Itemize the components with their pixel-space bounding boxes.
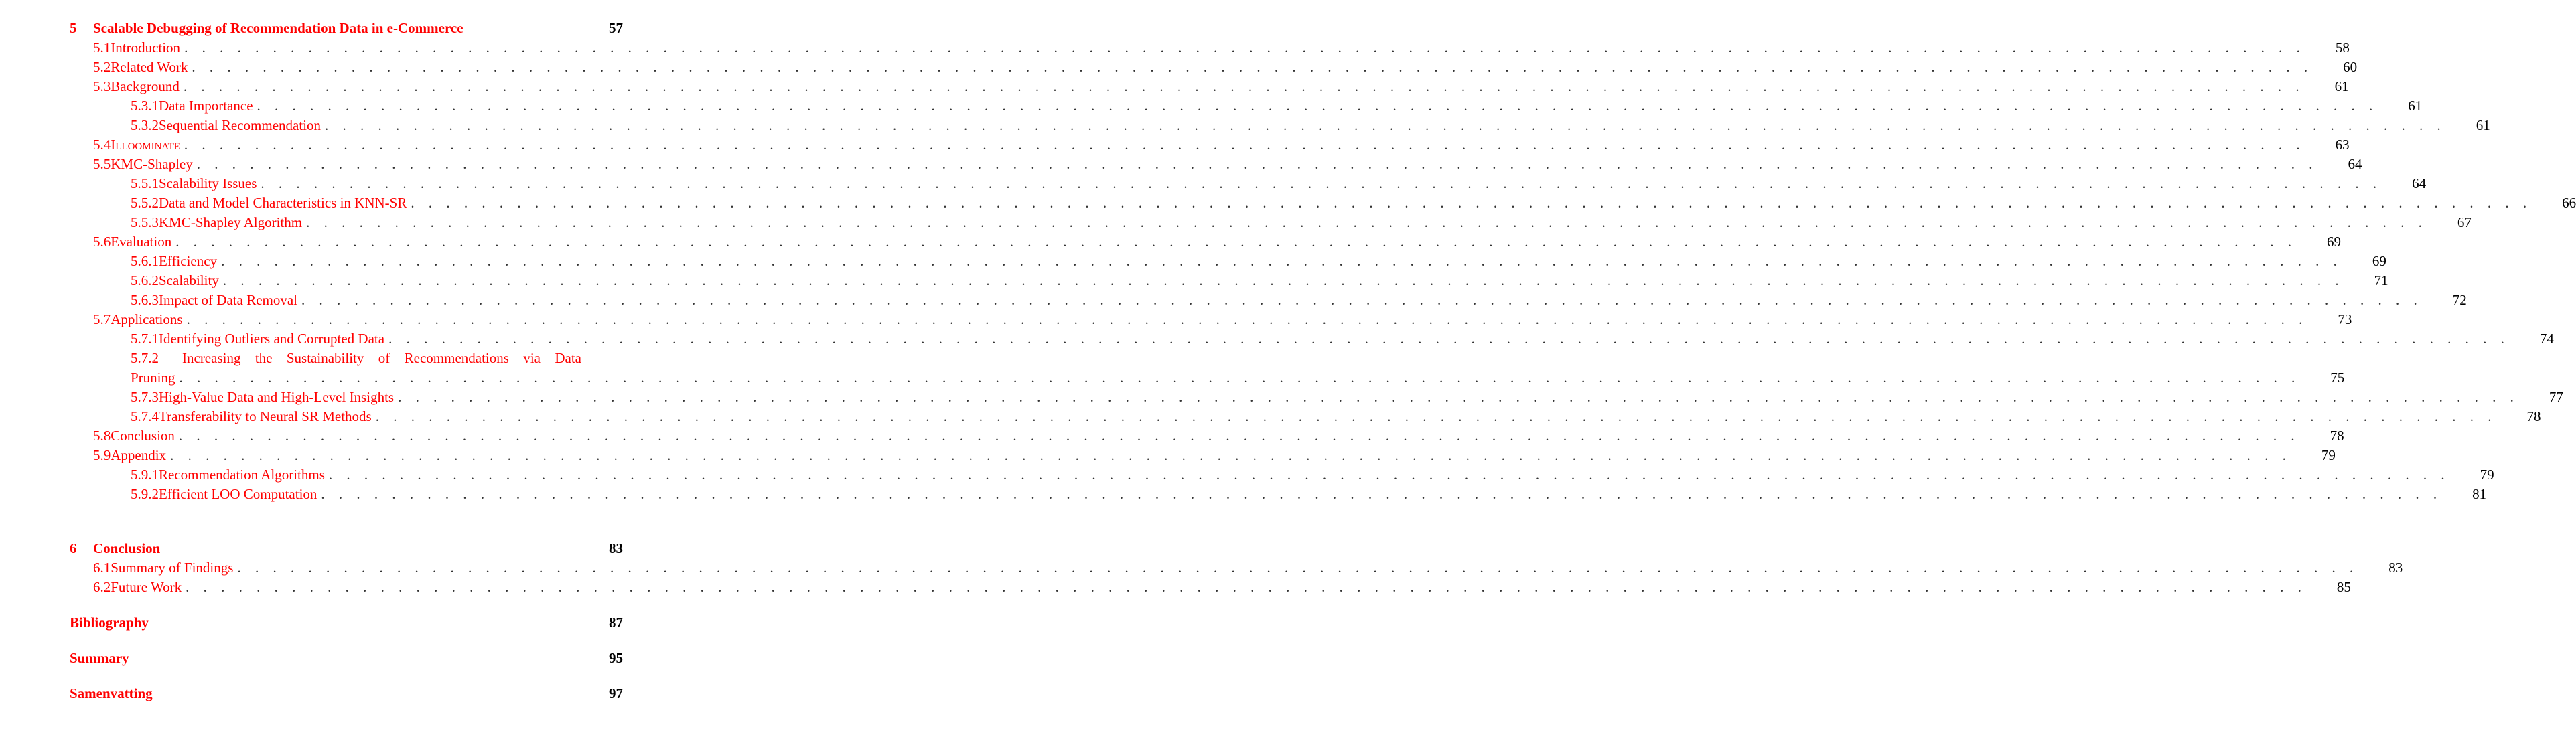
toc-title: Background (111, 77, 184, 96)
toc-title: Appendix (111, 446, 170, 465)
toc-title: Efficient LOO Computation (159, 485, 321, 504)
toc-number: 6.2 (93, 579, 111, 595)
toc-title: Efficiency (159, 252, 221, 271)
toc-number: 5.6 (93, 234, 111, 250)
dot-leader: . . . . . . . . . . . . . . . . . . . . . . . . . . . . . . . . . . . . . . . . . . . . . . . . . . . . . . . . . . . . . . . . . . . . . . . . . . . . . . . . . . . . . . . . . . . . . . . . . . . . . . . . . . . . . . . . . . . . . . . . (398, 389, 2519, 405)
toc-title: Illoominate (111, 135, 184, 155)
dot-leader: . . . . . . . . . . . . . . . . . . . . . . . . . . . . . . . . . . . . . . . . . . . . . . . . . . . . . . . . . . . . . . . . . . . . . . . . . . . . . . . . . . . . . . . . . . . . . . . . . . . . . . . . . . . . . . . . . . . . . . . . (375, 408, 2497, 424)
toc-section-5-6[interactable] (70, 232, 2341, 252)
spacer (70, 668, 623, 684)
toc-page: 61 (2408, 98, 2423, 114)
toc-title-word: Sustainability (286, 350, 364, 366)
toc-subsection-5-6-1[interactable] (70, 252, 2386, 271)
spacer (70, 597, 623, 613)
toc-title: Scalability (159, 271, 223, 290)
toc-page: 78 (2330, 428, 2344, 444)
dot-leader: . . . . . . . . . . . . . . . . . . . . . . . . . . . . . . . . . . . . . . . . . . . . . . . . . . . . . . . . . . . . . . . . . . . . . . . . . . . . . . . . . . . . . . . . . . . . . . . . . . . . . . . . . . . . . . . . . . . . . . . . (388, 331, 2510, 347)
toc-page: 61 (2334, 78, 2349, 94)
toc-title: Sequential Recommendation (159, 116, 325, 135)
toc-page: 85 (2336, 579, 2351, 595)
toc-section-6-2[interactable] (70, 578, 2351, 597)
dot-leader: . . . . . . . . . . . . . . . . . . . . . . . . . . . . . . . . . . . . . . . . . . . . . . . . . . . . . . . . . . . . . . . . . . . . . . . . . . . . . . . . . . . . . . . . . . . . . . . . . . . . . . . . . . . . . . . . . . . . . . . . (184, 39, 2305, 56)
toc-title-line-1 (182, 349, 623, 368)
toc-number: 6 (70, 540, 77, 556)
toc-title: Identifying Outliers and Corrupted Data (159, 329, 388, 349)
toc-samenvatting[interactable] (70, 684, 623, 703)
toc-chapter-6[interactable] (70, 539, 623, 558)
dot-leader: . . . . . . . . . . . . . . . . . . . . . . . . . . . . . . . . . . . . . . . . . . . . . . . . . . . . . . . . . . . . . . . . . . . . . . . . . . . . . . . . . . . . . . . . . . . . . . . . . . . . . . . . . . . . . . . . . . . . . . . . (221, 253, 2342, 269)
dot-leader: . . . . . . . . . . . . . . . . . . . . . . . . . . . . . . . . . . . . . . . . . . . . . . . . . . . . . . . . . . . . . . . . . . . . . . . . . . . . . . . . . . . . . . . . . . . . . . . . . . . . . . . . . . . . . . . . . . . . . . . . (175, 234, 2297, 250)
toc-number: 5.7 (93, 311, 111, 327)
dot-leader: . . . . . . . . . . . . . . . . . . . . . . . . . . . . . . . . . . . . . . . . . . . . . . . . . . . . . . . . . . . . . . . . . . . . . . . . . . . . . . . . . . . . . . . . . . . . . . . . . . . . . . . . . . . . . . . . . . . . . . . . (321, 486, 2443, 502)
dot-leader: . . . . . . . . . . . . . . . . . . . . . . . . . . . . . . . . . . . . . . . . . . . . . . . . . . . . . . . . . . . . . . . . . . . . . . . . . . . . . . . . . . . . . . . . . . . . . . . . . . . . . . . . . . . . . . . . . . . . . . . . (237, 560, 2359, 576)
dot-leader: . . . . . . . . . . . . . . . . . . . . . . . . . . . . . . . . . . . . . . . . . . . . . . . . . . . . . . . . . . . . . . . . . . . . . . . . . . . . . . . . . . . . . . . . . . . . . . . . . . . . . . . . . . . . . . . . . . . . . . . . (178, 428, 2300, 444)
toc-title: Samenvatting (70, 684, 157, 703)
toc-title: Evaluation (111, 232, 175, 252)
toc-subsection-5-5-2[interactable] (70, 193, 2576, 213)
toc-number: 5.9.2 (131, 486, 159, 502)
toc-title: Applications (111, 310, 186, 329)
toc-number: 5.7.1 (131, 331, 159, 347)
toc-page: 74 (2539, 331, 2554, 347)
dot-leader: . . . . . . . . . . . . . . . . . . . . . . . . . . . . . . . . . . . . . . . . . . . . . . . . . . . . . . . . . . . . . . . . . . . . . . . . . . . . . . . . . . . . . . . . . . . . . . . . . . . . . . . . . . . . . . . . . . . . . . . . (184, 137, 2305, 153)
toc-number: 5.5 (93, 156, 111, 172)
toc-page: 78 (2526, 408, 2541, 424)
toc-subsection-5-6-2[interactable] (70, 271, 2388, 290)
toc-number: 5 (70, 20, 77, 36)
toc-number: 5.9.1 (131, 467, 159, 483)
toc-title-word: Increasing (182, 350, 241, 366)
toc-number: 5.3.2 (131, 117, 159, 133)
dot-leader: . . . . . . . . . . . . . . . . . . . . . . . . . . . . . . . . . . . . . . . . . . . . . . . . . . . . . . . . . . . . . . . . . . . . . . . . . . . . . . . . . . . . . . . . . . . . . . . . . . . . . . . . . . . . . . . . . . . . . . . . (192, 59, 2313, 75)
toc-number: 5.7.3 (131, 389, 159, 405)
toc-title: KMC-Shapley (111, 155, 197, 174)
toc-section-5-9[interactable] (70, 446, 2336, 465)
toc-page: 61 (2476, 117, 2490, 133)
dot-leader: . . . . . . . . . . . . . . . . . . . . . . . . . . . . . . . . . . . . . . . . . . . . . . . . . . . . . . . . . . . . . . . . . . . . . . . . . . . . . . . . . . . . . . . . . . . . . . . . . . . . . . . . . . . . . . . . . . . . . . . . (186, 311, 2308, 327)
toc-page: 83 (2388, 560, 2403, 576)
toc-title: Data and Model Characteristics in KNN-SR (159, 193, 411, 213)
toc-number: 5.7.2 (131, 350, 159, 366)
toc-page: 72 (2452, 292, 2467, 308)
toc-number: 5.5.3 (131, 214, 159, 230)
spacer (70, 633, 623, 649)
dot-leader: . . . . . . . . . . . . . . . . . . . . . . . . . . . . . . . . . . . . . . . . . . . . . . . . . . . . . . . . . . . . . . . . . . . . . . . . . . . . . . . . . . . . . . . . . . . . . . . . . . . . . . . . . . . . . . . . . . . . . . . . (261, 175, 2382, 191)
toc-subsection-5-9-1[interactable] (70, 465, 2494, 485)
toc-subsection-5-5-3[interactable] (70, 213, 2472, 232)
toc-title: Data Importance (159, 96, 257, 116)
toc-title: Bibliography (70, 613, 153, 633)
toc-section-5-4[interactable] (70, 135, 2350, 155)
toc-number: 6.1 (93, 560, 111, 576)
toc-number: 5.6.2 (131, 272, 159, 288)
toc-page: 77 (2549, 389, 2563, 405)
toc-page: 75 (2330, 369, 2345, 386)
toc-number: 5.1 (93, 39, 111, 56)
toc-title: Scalable Debugging of Recommendation Data in e-Commerce (93, 19, 468, 38)
toc-page: 58 (2335, 39, 2350, 56)
dot-leader: . . . . . . . . . . . . . . . . . . . . . . . . . . . . . . . . . . . . . . . . . . . . . . . . . . . . . . . . . . . . . . . . . . . . . . . . . . . . . . . . . . . . . . . . . . . . . . . . . . . . . . . . . . . . . . . . . . . . . . . . (257, 98, 2378, 114)
toc-number: 5.5.1 (131, 175, 159, 191)
toc-subsection-5-3-2[interactable] (70, 116, 2490, 135)
dot-leader: . . . . . . . . . . . . . . . . . . . . . . . . . . . . . . . . . . . . . . . . . . . . . . . . . . . . . . . . . . . . . . . . . . . . . . . . . . . . . . . . . . . . . . . . . . . . . . . . . . . . . . . . . . . . . . . . . . . . . . . . (179, 369, 2301, 386)
toc-title: Related Work (111, 58, 192, 77)
toc-page: 81 (2472, 486, 2487, 502)
toc-title-word: the (255, 350, 273, 366)
table-of-contents (70, 19, 2576, 703)
toc-title: Scalability Issues (159, 174, 261, 193)
dot-leader: . . . . . . . . . . . . . . . . . . . . . . . . . . . . . . . . . . . . . . . . . . . . . . . . . . . . . . . . . . . . . . . . . . . . . . . . . . . . . . . . . . . . . . . . . . . . . . . . . . . . . . . . . . . . . . . . . . . . . . . . (411, 195, 2532, 211)
toc-number: 5.5.2 (131, 195, 159, 211)
toc-number: 5.2 (93, 59, 111, 75)
toc-title: Introduction (111, 38, 184, 58)
spacer (70, 504, 623, 539)
dot-leader: . . . . . . . . . . . . . . . . . . . . . . . . . . . . . . . . . . . . . . . . . . . . . . . . . . . . . . . . . . . . . . . . . . . . . . . . . . . . . . . . . . . . . . . . . . . . . . . . . . . . . . . . . . . . . . . . . . . . . . . . (301, 292, 2423, 308)
toc-number: 5.6.3 (131, 292, 159, 308)
toc-page: 60 (2343, 59, 2358, 75)
dot-leader: . . . . . . . . . . . . . . . . . . . . . . . . . . . . . . . . . . . . . . . . . . . . . . . . . . . . . . . . . . . . . . . . . . . . . . . . . . . . . . . . . . . . . . . . . . . . . . . . . . . . . . . . . . . . . . . . . . . . . . . . (170, 447, 2291, 463)
toc-page: 83 (609, 540, 623, 556)
toc-page: 63 (2335, 137, 2350, 153)
toc-subsection-5-5-1[interactable] (70, 174, 2427, 193)
toc-chapter-5[interactable] (70, 19, 623, 38)
dot-leader: . . . . . . . . . . . . . . . . . . . . . . . . . . . . . . . . . . . . . . . . . . . . . . . . . . . . . . . . . . . . . . . . . . . . . . . . . . . . . . . . . . . . . . . . . . . . . . . . . . . . . . . . . . . . . . . . . . . . . . . . (186, 579, 2307, 595)
toc-page: 97 (609, 685, 623, 701)
toc-page: 79 (2480, 467, 2494, 483)
toc-section-5-1[interactable] (70, 38, 2350, 58)
toc-title: Conclusion (93, 539, 164, 558)
toc-page: 57 (609, 20, 623, 36)
toc-bibliography[interactable] (70, 613, 623, 633)
toc-page: 64 (2348, 156, 2362, 172)
toc-number: 5.4 (93, 137, 111, 153)
toc-subsection-5-7-3[interactable] (70, 388, 2563, 407)
dot-leader: . . . . . . . . . . . . . . . . . . . . . . . . . . . . . . . . . . . . . . . . . . . . . . . . . . . . . . . . . . . . . . . . . . . . . . . . . . . . . . . . . . . . . . . . . . . . . . . . . . . . . . . . . . . . . . . . . . . . . . . . (306, 214, 2427, 230)
toc-section-5-8[interactable] (70, 426, 2344, 446)
toc-number: 5.9 (93, 447, 111, 463)
toc-title: KMC-Shapley Algorithm (159, 213, 306, 232)
toc-title: Summary (70, 649, 133, 668)
toc-subsection-5-9-2[interactable] (70, 485, 2487, 504)
toc-subsection-5-7-2-continued[interactable] (70, 368, 2345, 388)
toc-page: 66 (2562, 195, 2576, 211)
toc-title: Impact of Data Removal (159, 290, 301, 310)
toc-page: 87 (609, 614, 623, 631)
toc-subsection-5-3-1[interactable] (70, 96, 2423, 116)
toc-title: Recommendation Algorithms (159, 465, 329, 485)
toc-page: 67 (2457, 214, 2472, 230)
toc-number: 5.3.1 (131, 98, 159, 114)
toc-title-line-2: Pruning (131, 368, 180, 388)
toc-title: Transferability to Neural SR Methods (159, 407, 376, 426)
dot-leader: . . . . . . . . . . . . . . . . . . . . . . . . . . . . . . . . . . . . . . . . . . . . . . . . . . . . . . . . . . . . . . . . . . . . . . . . . . . . . . . . . . . . . . . . . . . . . . . . . . . . . . . . . . . . . . . . . . . . . . . . (183, 78, 2305, 94)
dot-leader: . . . . . . . . . . . . . . . . . . . . . . . . . . . . . . . . . . . . . . . . . . . . . . . . . . . . . . . . . . . . . . . . . . . . . . . . . . . . . . . . . . . . . . . . . . . . . . . . . . . . . . . . . . . . . . . . . . . . . . . . (222, 272, 2344, 288)
toc-summary[interactable] (70, 649, 623, 668)
toc-title: Conclusion (111, 426, 179, 446)
toc-title: High-Value Data and High-Level Insights (159, 388, 398, 407)
toc-number: 5.3 (93, 78, 111, 94)
toc-subsection-5-6-3[interactable] (70, 290, 2467, 310)
toc-subsection-5-7-1[interactable] (70, 329, 2554, 349)
toc-title-word: Recommendations (404, 350, 509, 366)
toc-title-word: of (378, 350, 390, 366)
toc-section-5-3[interactable] (70, 77, 2349, 96)
dot-leader: . . . . . . . . . . . . . . . . . . . . . . . . . . . . . . . . . . . . . . . . . . . . . . . . . . . . . . . . . . . . . . . . . . . . . . . . . . . . . . . . . . . . . . . . . . . . . . . . . . . . . . . . . . . . . . . . . . . . . . . . (328, 467, 2450, 483)
toc-title: Summary of Findings (111, 558, 237, 578)
toc-title-word: Data (555, 350, 581, 366)
toc-page: 69 (2372, 253, 2386, 269)
toc-page: 73 (2338, 311, 2352, 327)
toc-page: 95 (609, 650, 623, 666)
toc-title-word: via (523, 350, 541, 366)
toc-page: 71 (2374, 272, 2388, 288)
toc-section-6-1[interactable] (70, 558, 2403, 578)
dot-leader: . . . . . . . . . . . . . . . . . . . . . . . . . . . . . . . . . . . . . . . . . . . . . . . . . . . . . . . . . . . . . . . . . . . . . . . . . . . . . . . . . . . . . . . . . . . . . . . . . . . . . . . . . . . . . . . . . . . . . . . . (325, 117, 2446, 133)
toc-number: 5.7.4 (131, 408, 159, 424)
toc-section-5-2[interactable] (70, 58, 2358, 77)
toc-subsection-5-7-4[interactable] (70, 407, 2541, 426)
toc-section-5-5[interactable] (70, 155, 2362, 174)
dot-leader: . . . . . . . . . . . . . . . . . . . . . . . . . . . . . . . . . . . . . . . . . . . . . . . . . . . . . . . . . . . . . . . . . . . . . . . . . . . . . . . . . . . . . . . . . . . . . . . . . . . . . . . . . . . . . . . . . . . . . . . . (196, 156, 2318, 172)
toc-number: 5.6.1 (131, 253, 159, 269)
toc-subsection-5-7-2[interactable] (70, 349, 623, 368)
toc-title: Future Work (111, 578, 186, 597)
toc-number: 5.8 (93, 428, 111, 444)
toc-page: 64 (2412, 175, 2427, 191)
toc-page: 79 (2321, 447, 2336, 463)
toc-page: 69 (2326, 234, 2341, 250)
toc-section-5-7[interactable] (70, 310, 2352, 329)
